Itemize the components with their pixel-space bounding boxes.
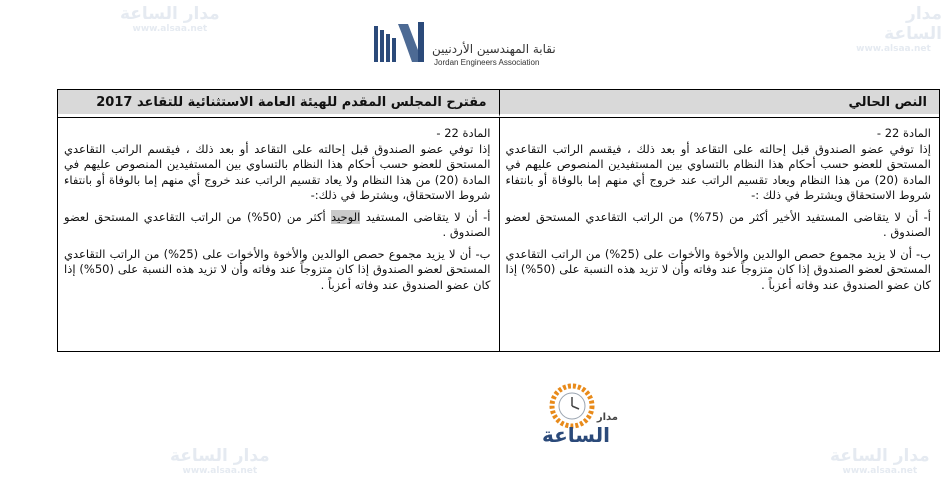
proposed-clause-a-end: أكثر من (50%) من الراتب التقاعدي المستحق لعضو الصندوق . bbox=[64, 209, 491, 239]
current-article-intro: إذا توفي عضو الصندوق قبل إحالته على التقاعد أو بعد ذلك ، فيقسم الراتب التقاعدي المستحق للعضو حسب أحكام هذا النظام بالتساوي بين المستفيدين المنصوص عليهم في المادة (20) من هذا النظام ويعاد تقسيم الراتب عند خروج أي منهم إما بالوفاة أو بانتفاء شروط الاستحقاق ويشترط في ذلك :- bbox=[505, 141, 931, 202]
current-article-number: المادة 22 - bbox=[876, 126, 931, 140]
header-proposed-text: مقترح المجلس المقدم للهيئة العامة الاستثنائية للتقاعد 2017 bbox=[58, 90, 499, 117]
current-clause-a: أ- أن لا يتقاضى المستفيد الأخير أكثر من (75%) من الراتب التقاعدي المستحق لعضو الصندوق . bbox=[505, 209, 931, 239]
watermark-bottom-left bbox=[170, 446, 270, 476]
watermark-url: www.alsaa.net bbox=[182, 466, 258, 476]
news-logo-brand: الساعة bbox=[541, 423, 611, 447]
watermark-top-left bbox=[120, 4, 220, 34]
news-site-logo bbox=[520, 376, 625, 448]
association-logo-mark bbox=[372, 20, 430, 66]
association-name-arabic: نقابة المهندسين الأردنيين bbox=[432, 42, 556, 56]
watermark-top-right bbox=[845, 4, 942, 54]
table-body-row bbox=[58, 118, 939, 351]
comparison-table bbox=[57, 89, 940, 352]
table-header-row bbox=[58, 90, 939, 118]
watermark-url: www.alsaa.net bbox=[856, 44, 931, 54]
watermark-url: www.alsaa.net bbox=[132, 24, 208, 34]
proposed-clause-a bbox=[64, 210, 491, 241]
proposed-clause-b: ب- أن لا يزيد مجموع حصص الوالدين والأخوة والأخوات على (25%) من الراتب التقاعدي المستحق لعضو الصندوق إذا كان متزوجاً عند وفاته وأن لا تزيد هذه النسبة على (50%) إذا كان عضو الصندوق عند وفاته أعزباً . bbox=[64, 246, 491, 292]
watermark-brand: مدار الساعة bbox=[120, 4, 220, 24]
watermark-url: www.alsaa.net bbox=[842, 466, 918, 476]
proposed-text-cell bbox=[58, 118, 499, 351]
header-current-text: النص الحالي bbox=[499, 90, 940, 117]
proposed-clause-a-highlight: الوحيد bbox=[331, 209, 361, 224]
watermark-brand: مدار الساعة bbox=[884, 4, 942, 44]
association-logo bbox=[372, 20, 572, 66]
proposed-clause-a-start: أ- أن لا يتقاضى المستفيد bbox=[360, 209, 491, 224]
watermark-brand: مدار الساعة bbox=[170, 446, 270, 466]
watermark-brand: مدار الساعة bbox=[830, 446, 930, 466]
current-text-cell bbox=[499, 118, 940, 351]
watermark-bottom-right bbox=[830, 446, 930, 476]
proposed-article-intro: إذا توفي عضو الصندوق قبل إحالته على التقاعد أو بعد ذلك ، فيقسم الراتب التقاعدي المستحق للعضو حسب أحكام هذا النظام بالتساوي بين المستفيدين المنصوص عليهم في المادة (20) من هذا النظام ولا يعاد تقسيم الراتب عند خروج أي منهم إما بالوفاة أو بانتفاء شروط الاستحقاق، ويشترط في ذلك:- bbox=[64, 141, 491, 202]
current-clause-b: ب- أن لا يزيد مجموع حصص الوالدين والأخوة والأخوات على (25%) من الراتب التقاعدي المستحق لعضو الصندوق إذا كان متزوجاً عند وفاته وأن لا تزيد هذه النسبة على (50%) إذا كان عضو الصندوق عند وفاته أعزباً . bbox=[505, 246, 931, 292]
association-name-english: Jordan Engineers Association bbox=[434, 58, 540, 67]
proposed-article-number: المادة 22 - bbox=[436, 126, 491, 140]
news-logo-prefix: مدار bbox=[596, 412, 618, 423]
